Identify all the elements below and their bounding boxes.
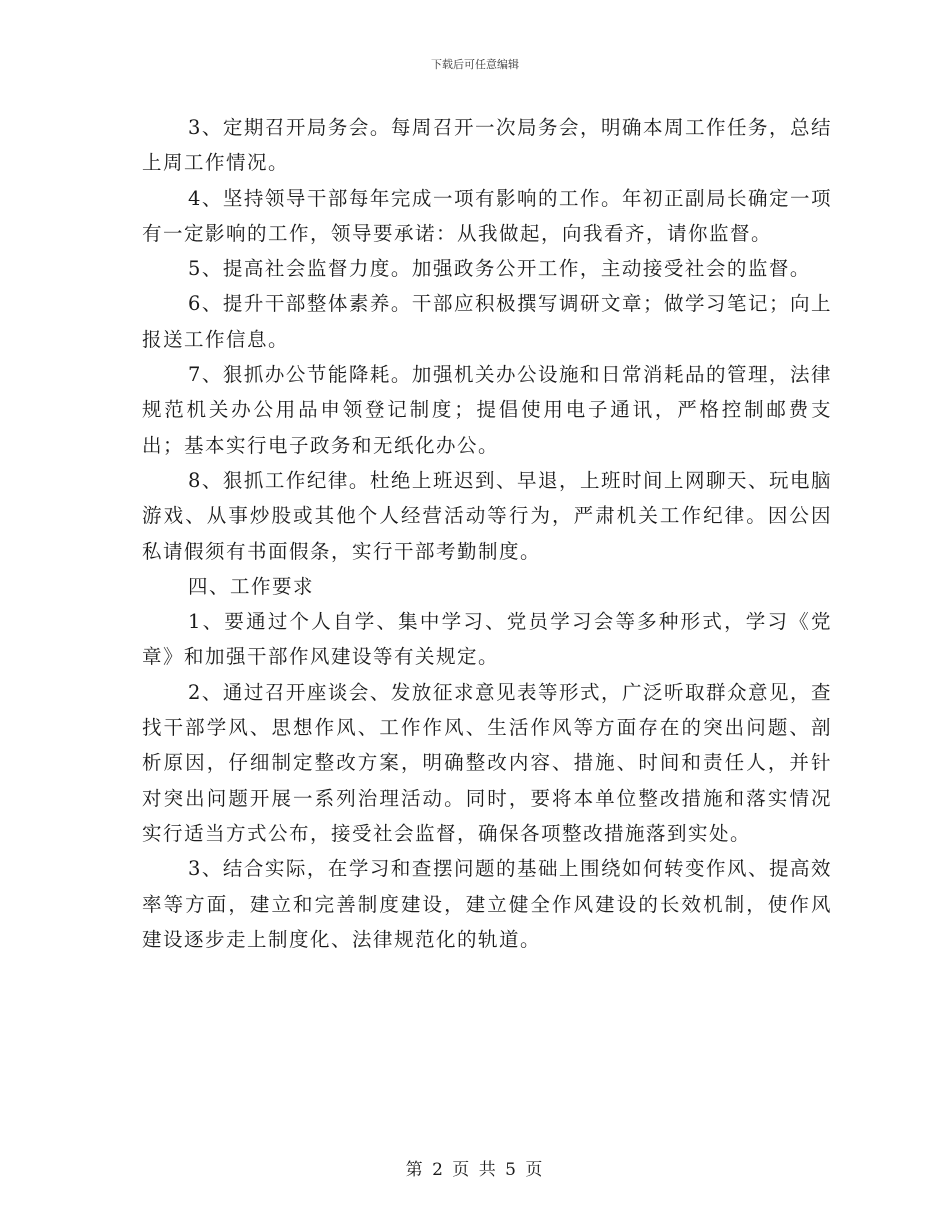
requirement-item-2: 2、通过召开座谈会、发放征求意见表等形式，广泛听取群众意见，查找干部学风、思想作风、工作作风、生活作风等方面存在的突出问题、剖析原因，仔细制定整改方案，明确整改内容、措施、时间和责任人，并针对突出问题开展一系列治理活动。同时，要将本单位整改措施和落实情况实行适当方式公布，接受社会监督，确保各项整改措施落到实处。	[142, 680, 832, 845]
paragraph-item-5: 5、提高社会监督力度。加强政务公开工作，主动接受社会的监督。	[188, 257, 811, 281]
paragraph-item-8: 8、狠抓工作纪律。杜绝上班迟到、早退，上班时间上网聊天、玩电脑游戏、从事炒股或其他个人经营活动等行为，严肃机关工作纪律。因公因私请假须有书面假条，实行干部考勤制度。	[142, 468, 832, 563]
requirement-item-3: 3、结合实际，在学习和查摆问题的基础上围绕如何转变作风、提高效率等方面，建立和完善制度建设，建立健全作风建设的长效机制，使作风建设逐步走上制度化、法律规范化的轨道。	[142, 857, 832, 951]
paragraph-item-7: 7、狠抓办公节能降耗。加强机关办公设施和日常消耗品的管理，法律规范机关办公用品申领登记制度；提倡使用电子通讯，严格控制邮费支出；基本实行电子政务和无纸化办公。	[142, 363, 832, 457]
section-heading-work-requirements: 四、工作要求	[188, 574, 315, 598]
document-body	[142, 110, 832, 957]
paragraph-item-4: 4、坚持领导干部每年完成一项有影响的工作。年初正副局长确定一项有一定影响的工作，领导要承诺：从我做起，向我看齐，请你监督。	[142, 186, 832, 245]
page-number-footer: 第 2 页 共 5 页	[405, 1160, 545, 1180]
paragraph-item-6: 6、提升干部整体素养。干部应积极撰写调研文章；做学习笔记；向上报送工作信息。	[142, 292, 832, 351]
requirement-item-1: 1、要通过个人自学、集中学习、党员学习会等多种形式，学习《党章》和加强干部作风建设等有关规定。	[142, 610, 832, 669]
page-header: 下载后可任意编辑	[431, 58, 519, 71]
paragraph-item-3: 3、定期召开局务会。每周召开一次局务会，明确本周工作任务，总结上周工作情况。	[142, 116, 832, 175]
